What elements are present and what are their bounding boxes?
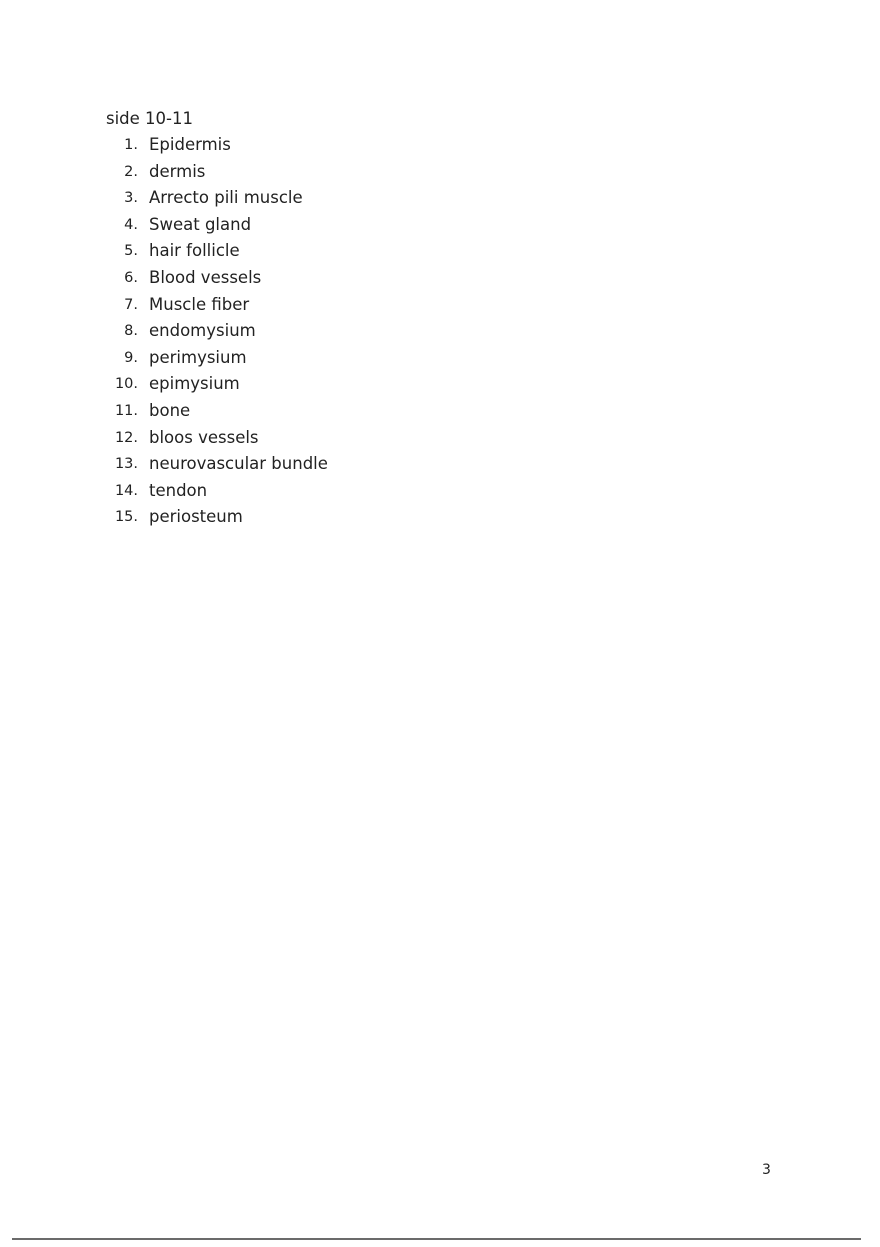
list-item	[106, 453, 328, 480]
list-item	[106, 134, 328, 161]
list-item	[106, 214, 328, 241]
numbered-list	[106, 134, 328, 533]
list-item-number: 13.	[114, 456, 138, 473]
list-item-number: 2.	[124, 163, 138, 180]
list-item-number: 8.	[124, 323, 138, 340]
list-item-text: Blood vessels	[149, 267, 262, 287]
list-item-text: hair follicle	[149, 241, 240, 261]
list-item-text: Epidermis	[149, 135, 231, 154]
list-item-text: endomysium	[149, 321, 256, 341]
list-item-number: 5.	[124, 243, 138, 260]
list-item-number: 10.	[114, 376, 138, 393]
list-item	[106, 161, 328, 188]
list-item-number: 12.	[114, 429, 138, 446]
page-number: 3	[762, 1162, 771, 1178]
list-item	[106, 400, 328, 427]
list-item-number: 3.	[124, 190, 138, 207]
list-item-number: 15.	[114, 509, 138, 526]
list-item-number: 4.	[124, 216, 138, 233]
list-item-number: 11.	[114, 402, 138, 419]
list-item-text: perimysium	[149, 347, 247, 367]
list-item	[106, 240, 328, 267]
list-item-text: Sweat gland	[149, 214, 252, 234]
section-heading: side 10-11	[106, 109, 193, 128]
list-item	[106, 506, 328, 533]
list-item-text: dermis	[149, 161, 206, 181]
list-item	[106, 187, 328, 214]
list-item	[106, 347, 328, 374]
list-item-text: periosteum	[149, 507, 243, 527]
list-item-text: neurovascular bundle	[149, 454, 328, 474]
list-item-number: 9.	[124, 349, 138, 366]
list-item	[106, 320, 328, 347]
list-item	[106, 427, 328, 454]
list-item-number: 14.	[114, 482, 138, 499]
list-item-text: bloos vessels	[149, 427, 259, 447]
footer-divider	[12, 1238, 861, 1240]
list-item-text: bone	[149, 400, 191, 420]
list-item	[106, 480, 328, 507]
list-item-text: tendon	[149, 480, 208, 500]
list-item	[106, 294, 328, 321]
list-item-number: 7.	[124, 296, 138, 313]
list-item-number: 6.	[124, 269, 138, 286]
list-item	[106, 373, 328, 400]
list-item	[106, 267, 328, 294]
list-item-text: Arrecto pili muscle	[149, 188, 303, 208]
list-item-number: 1.	[124, 137, 138, 153]
list-item-text: epimysium	[149, 374, 240, 394]
list-item-text: Muscle fiber	[149, 294, 250, 314]
